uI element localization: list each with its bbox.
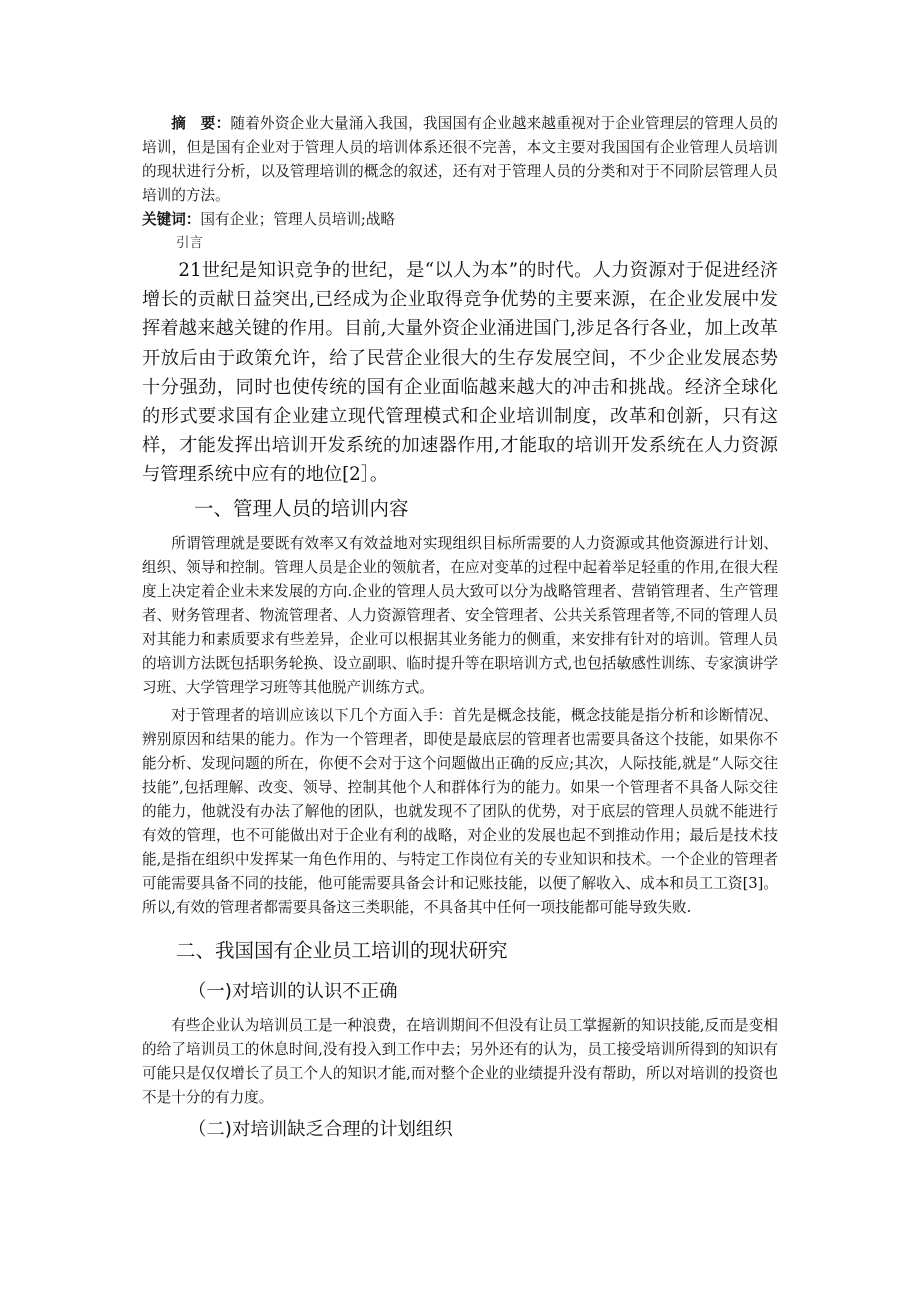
section2-sub1-paragraph: 有些企业认为培训员工是一种浪费，在培训期间不但没有让员工掌握新的知识技能,反而是变相的给了培训员工的休息时间,没有投入到工作中去；另外还有的认为，员工接受培训所得到的知识有可能只是仅仅增长了员工个人的知识才能,而对整个企业的业绩提升没有帮助，所以对培训的投资也不是十分的有力度。	[142, 1016, 778, 1106]
keywords-text: 国有企业；管理人员培训;战略	[200, 211, 396, 228]
abstract-label: 摘 要：	[171, 115, 231, 132]
section1-paragraph-1: 所谓管理就是要既有效率又有效益地对实现组织目标所需要的人力资源或其他资源进行计划、组织、领导和控制。管理人员是企业的领航者，在应对变革的过程中起着举足轻重的作用,在很大程度上决定着企业未来发展的方向.企业的管理人员大致可以分为战略管理者、营销管理者、生产管理者、财务管理者、物流管理者、人力资源管理者、安全管理者、公共关系管理者等,不同的管理人员对其能力和素质要求有些差异，企业可以根据其业务能力的侧重，来安排有针对的培训。管理人员的培训方法既包括职务轮换、设立副职、临时提升等在职培训方式,也包括敏感性训练、专家演讲学习班、大学管理学习班等其他脱产训练方式。	[142, 534, 778, 696]
section1-heading: 一、管理人员的培训内容	[194, 496, 409, 520]
abstract-paragraph	[142, 112, 778, 208]
document-page	[142, 112, 778, 1152]
intro-paragraph: 21世纪是知识竞争的世纪，是“以人为本”的时代。人力资源对于促进经济增长的贡献日益突出,已经成为企业取得竞争优势的主要来源，在企业发展中发挥着越来越关键的作用。目前,大量外资企业涌进国门,涉足各行各业，加上改革开放后由于政策允许，给了民营企业很大的生存发展空间，不少企业发展态势十分强劲，同时也使传统的国有企业面临越来越大的冲击和挑战。经济全球化的形式要求国有企业建立现代管理模式和企业培训制度，改革和创新，只有这样，才能发挥出培训开发系统的加速器作用,才能取的培训开发系统在人力资源与管理系统中应有的地位[2］。	[142, 260, 778, 486]
keywords-line	[142, 208, 778, 232]
keywords-label: 关键词：	[142, 211, 201, 228]
intro-title: 引言	[176, 235, 203, 251]
abstract-text: 随着外资企业大量涌入我国，我国国有企业越来越重视对于企业管理层的管理人员的培训，但是国有企业对于管理人员的培训体系还很不完善，本文主要对我国国有企业管理人员培训的现状进行分析，以及管理培训的概念的叙述，还有对于管理人员的分类和对于不同阶层管理人员培训的方法。	[142, 115, 778, 204]
section2-sub2-heading: （二)对培训缺乏合理的计划组织	[188, 1118, 453, 1140]
section2-heading: 二、我国国有企业员工培训的现状研究	[176, 938, 508, 962]
section1-paragraph-2: 对于管理者的培训应该以下几个方面入手：首先是概念技能，概念技能是指分析和诊断情况、辨别原因和结果的能力。作为一个管理者，即使是最底层的管理者也需要具备这个技能，如果你不能分析、发现问题的所在，你便不会对于这个问题做出正确的反应;其次，人际技能,就是“人际交往技能”,包括理解、改变、领导、控制其他个人和群体行为的能力。如果一个管理者不具备人际交往的能力，他就没有办法了解他的团队，也就发现不了团队的优势，对于底层的管理人员就不能进行有效的管理，也不可能做出对于企业有利的战略，对企业的发展也起不到推动作用；最后是技术技能,是指在组织中发挥某一角色作用的、与特定工作岗位有关的专业知识和技术。一个企业的管理者可能需要具备不同的技能，他可能需要具备会计和记账技能，以便了解收入、成本和员工工资[3]。所以,有效的管理者都需要具备这三类职能，不具备其中任何一项技能都可能导致失败.	[142, 706, 778, 916]
section2-sub1-heading: （一)对培训的认识不正确	[188, 980, 398, 1002]
